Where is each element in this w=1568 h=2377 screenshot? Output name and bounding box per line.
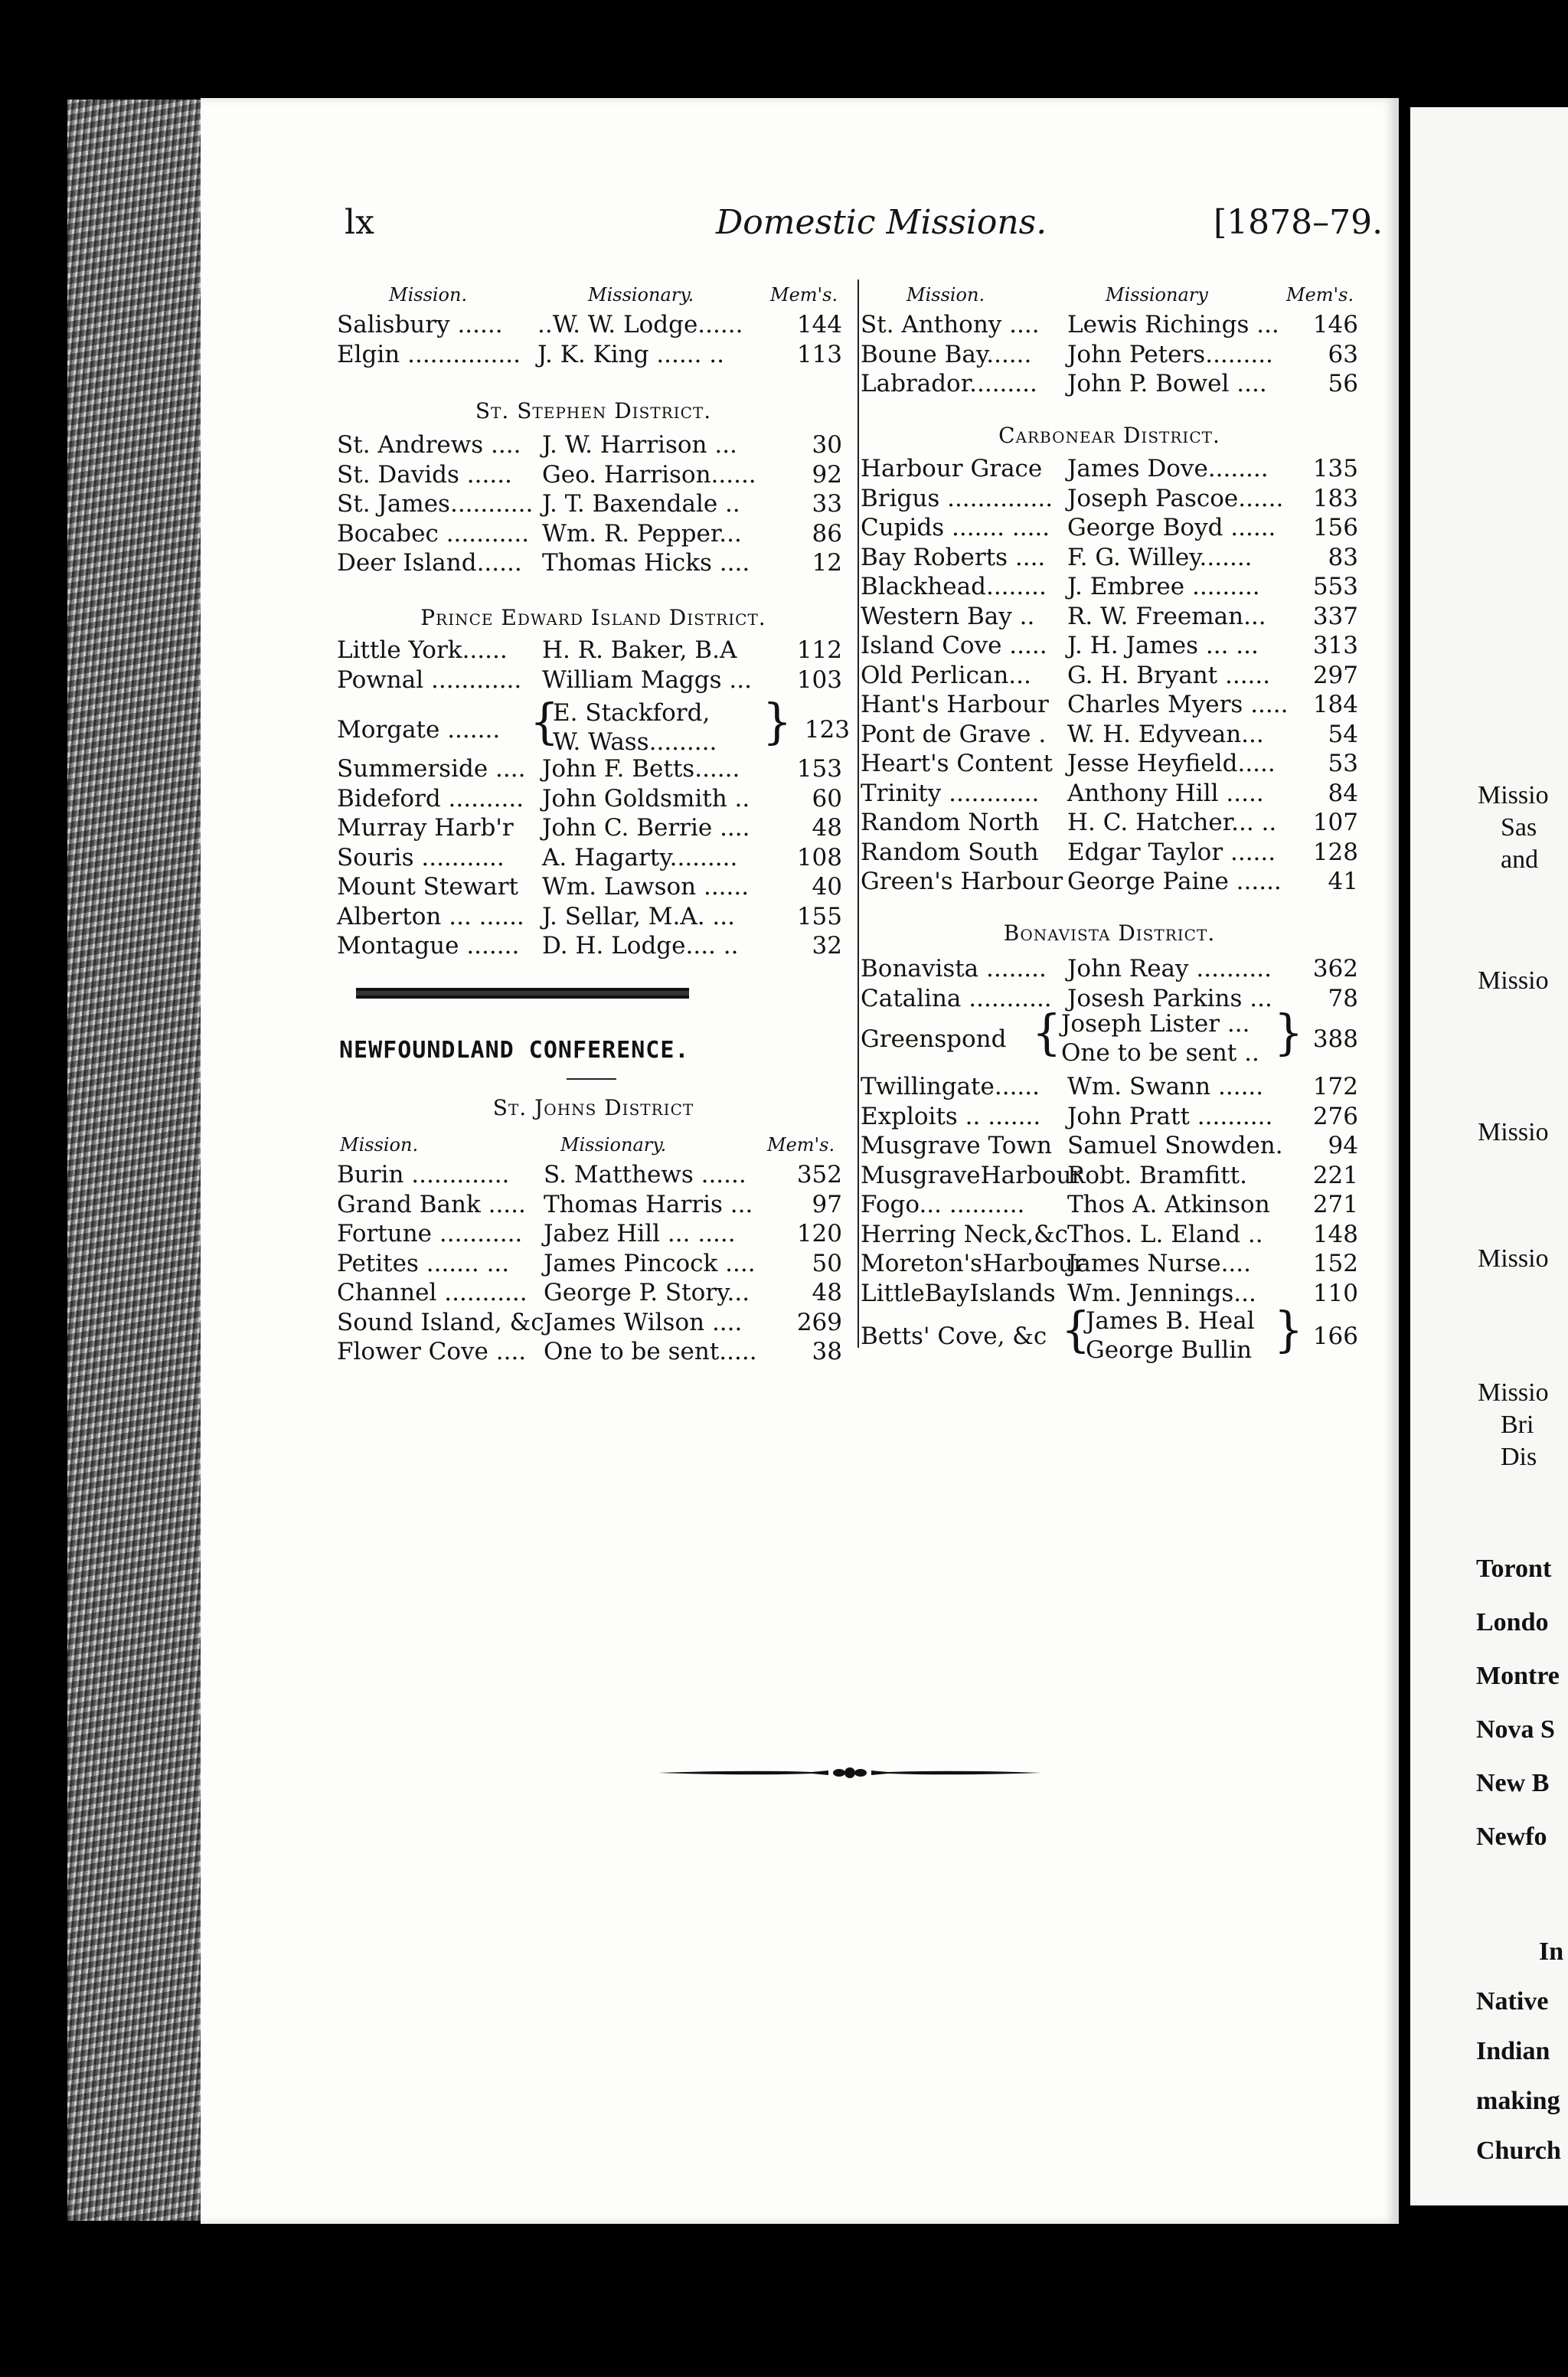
member-count: 123 <box>804 716 850 744</box>
year-range: [1878–79. <box>1214 203 1383 242</box>
facing-page-line: Church <box>1476 2137 1561 2165</box>
mission-name: Montague ....... <box>337 932 520 960</box>
mission-name: Sound Island, &c <box>337 1308 544 1336</box>
missionary-name: J. W. Harrison ... <box>542 431 737 459</box>
table-row <box>861 779 1358 808</box>
table-row <box>861 1220 1358 1249</box>
missionary-name: John C. Berrie .... <box>542 814 750 842</box>
page-title: Domestic Missions. <box>716 203 1047 242</box>
member-count: 172 <box>1312 1073 1358 1100</box>
missionary-name: James B. Heal <box>1086 1307 1255 1335</box>
mission-name: Pownal ............ <box>337 665 522 694</box>
member-count: 78 <box>1328 984 1358 1012</box>
missionary-name: ..W. W. Lodge...... <box>537 311 743 338</box>
missionary-name: John Peters......... <box>1067 340 1273 368</box>
member-count: 146 <box>1312 311 1358 338</box>
missionary-name: James Dove........ <box>1067 455 1269 482</box>
missionary-name: F. G. Willey....... <box>1067 543 1253 571</box>
mission-name: Harbour Grace <box>861 455 1043 482</box>
mission-name: Musgrave Town <box>861 1132 1052 1159</box>
mission-name: Hant's Harbour <box>861 691 1049 718</box>
table-row <box>337 489 842 518</box>
mission-name: Channel ........... <box>337 1279 528 1306</box>
facing-page-line: Nova S <box>1476 1715 1555 1744</box>
missionary-name: John Pratt .......... <box>1067 1102 1273 1130</box>
member-count: 128 <box>1312 838 1358 866</box>
table-row <box>861 720 1358 749</box>
member-count: 84 <box>1328 779 1358 807</box>
table-row <box>861 602 1358 631</box>
missionary-name: George P. Story... <box>544 1279 750 1306</box>
member-count: 144 <box>796 311 842 338</box>
member-count: 152 <box>1312 1250 1358 1277</box>
table-row <box>337 1337 842 1366</box>
missionary-name: Geo. Harrison...... <box>542 460 756 489</box>
table-row <box>861 340 1358 369</box>
missionary-name: George Boyd ...... <box>1067 514 1276 541</box>
mission-name: Boune Bay...... <box>861 340 1032 368</box>
table-row <box>337 460 842 489</box>
district-title: St. Johns District <box>492 1095 694 1120</box>
header-members: Mem's. <box>770 284 838 306</box>
header-missionary: Missionary. <box>588 284 694 306</box>
column-divider <box>858 280 859 1348</box>
missionary-name: Jabez Hill ... ..... <box>544 1220 736 1247</box>
mission-name: Random South <box>861 838 1039 866</box>
member-count: 110 <box>1312 1279 1358 1307</box>
mission-name: Catalina ........... <box>861 984 1052 1012</box>
facing-page-line: Missio <box>1478 781 1549 809</box>
mission-name: Island Cove ..... <box>861 632 1047 659</box>
missionary-name: Lewis Richings ... <box>1067 311 1279 338</box>
table-row <box>861 572 1358 601</box>
member-count: 41 <box>1328 868 1358 895</box>
member-count: 54 <box>1328 720 1358 748</box>
member-count: 97 <box>812 1190 842 1218</box>
mission-name: Murray Harb'r <box>337 814 514 842</box>
member-count: 221 <box>1312 1161 1358 1189</box>
mission-name: Cupids ....... ..... <box>861 514 1050 541</box>
mission-name: Fogo... .......... <box>861 1191 1025 1218</box>
mission-name: Alberton ... ...... <box>337 902 524 930</box>
missionary-name: Thos A. Atkinson <box>1067 1191 1270 1218</box>
member-count: 107 <box>1312 809 1358 836</box>
header-members: Mem's. <box>1286 284 1354 306</box>
facing-page-line: Sas <box>1501 813 1537 842</box>
mission-name: Moreton'sHarbour <box>861 1250 1085 1277</box>
table-row <box>337 1249 842 1278</box>
missionary-name: H. C. Hatcher... .. <box>1067 809 1277 836</box>
missionary-name: Thomas Harris ... <box>544 1190 753 1218</box>
member-count: 337 <box>1312 602 1358 630</box>
facing-page-line: In <box>1539 1937 1564 1966</box>
missionary-name: One to be sent..... <box>544 1338 757 1365</box>
right-column <box>861 0 1358 2377</box>
table-row <box>861 690 1358 719</box>
facing-page-line: New B <box>1476 1769 1550 1797</box>
member-count: 183 <box>1312 484 1358 512</box>
mission-name: Heart's Content <box>861 750 1053 777</box>
left-column <box>337 0 850 2377</box>
missionary-name: J. T. Baxendale .. <box>542 490 740 518</box>
missionary-name: R. W. Freeman... <box>1067 602 1266 630</box>
mission-name: St. Anthony .... <box>861 311 1040 338</box>
mission-name: Bideford .......... <box>337 784 524 812</box>
table-row <box>861 369 1358 398</box>
table-row <box>861 1249 1358 1278</box>
table-row <box>337 784 842 813</box>
member-count: 32 <box>812 932 842 960</box>
table-row <box>861 838 1358 867</box>
table-row <box>337 813 842 842</box>
member-count: 48 <box>812 1279 842 1306</box>
facing-page-line: Londo <box>1476 1608 1549 1636</box>
missionary-name: W. Wass......... <box>553 728 717 756</box>
header-members: Mem's. <box>767 1134 835 1156</box>
table-row <box>337 636 842 665</box>
table-row <box>337 1308 842 1337</box>
facing-page-text <box>1410 0 1568 2377</box>
left-brace: { <box>530 694 560 750</box>
table-row <box>861 1131 1358 1160</box>
mission-name: St. Andrews .... <box>337 431 521 459</box>
member-count: 271 <box>1312 1191 1358 1218</box>
missionary-name: Wm. Swann ...... <box>1067 1073 1264 1100</box>
missionary-name: John Reay .......... <box>1067 955 1272 983</box>
table-row <box>337 1190 842 1219</box>
table-row <box>861 484 1358 513</box>
missionary-name: John Goldsmith .. <box>542 784 750 812</box>
facing-page-line: Bri <box>1501 1411 1534 1439</box>
mission-name: Fortune ........... <box>337 1220 523 1247</box>
district-title: Bonavista District. <box>1003 920 1216 946</box>
missionary-name: Anthony Hill ..... <box>1067 779 1264 807</box>
missionary-name: Samuel Snowden. <box>1067 1132 1283 1159</box>
table-row <box>861 749 1358 778</box>
member-count: 135 <box>1312 455 1358 482</box>
table-row <box>337 519 842 548</box>
facing-page-line: Newfo <box>1476 1823 1547 1851</box>
member-count: 112 <box>796 636 842 664</box>
mission-name: Petites ....... ... <box>337 1249 510 1277</box>
table-row <box>337 902 842 931</box>
missionary-name: G. H. Bryant ...... <box>1067 661 1271 689</box>
mission-name: Blackhead........ <box>861 573 1047 600</box>
mission-name: Labrador......... <box>861 370 1037 397</box>
missionary-name: James Wilson .... <box>544 1308 743 1336</box>
member-count: 388 <box>1312 1025 1358 1053</box>
member-count: 362 <box>1312 955 1358 983</box>
member-count: 155 <box>796 902 842 930</box>
missionary-name: Wm. R. Pepper... <box>542 519 742 548</box>
mission-name: Little York...... <box>337 636 508 664</box>
member-count: 38 <box>812 1338 842 1365</box>
table-row <box>861 954 1358 983</box>
facing-page-line: Toront <box>1476 1555 1552 1583</box>
member-count: 108 <box>796 843 842 871</box>
table-row <box>337 1219 842 1248</box>
missionary-name: One to be sent .. <box>1061 1039 1259 1067</box>
facing-page-line: Native <box>1476 1987 1549 2016</box>
mission-name: Old Perlican... <box>861 661 1031 689</box>
mission-name: MusgraveHarbour <box>861 1161 1083 1189</box>
table-row <box>337 1278 842 1307</box>
missionary-name: J. Sellar, M.A. ... <box>542 902 735 930</box>
table-row <box>337 310 842 339</box>
facing-page-line: Montre <box>1476 1662 1560 1690</box>
member-count: 33 <box>812 490 842 518</box>
missionary-name: W. H. Edyvean... <box>1067 720 1264 748</box>
mission-name: St. Davids ...... <box>337 460 512 489</box>
missionary-name: D. H. Lodge.... .. <box>542 932 739 960</box>
header-mission: Mission. <box>389 284 468 306</box>
member-count: 56 <box>1328 370 1358 397</box>
mission-name: Betts' Cove, &c <box>861 1323 1047 1350</box>
missionary-name: John P. Bowel .... <box>1067 370 1267 397</box>
mission-name: Random North <box>861 809 1040 836</box>
mission-name: Brigus .............. <box>861 484 1054 512</box>
member-count: 94 <box>1328 1132 1358 1159</box>
member-count: 63 <box>1328 340 1358 368</box>
table-row <box>861 543 1358 572</box>
mission-name: Twillingate...... <box>861 1073 1040 1100</box>
table-row <box>861 1161 1358 1190</box>
table-row <box>337 340 842 369</box>
header-missionary: Missionary <box>1106 284 1208 306</box>
mission-name: LittleBayIslands <box>861 1279 1056 1307</box>
table-row <box>337 931 842 960</box>
mission-name: St. James........... <box>337 490 534 518</box>
mission-name: Mount Stewart <box>337 873 518 901</box>
member-count: 50 <box>812 1249 842 1277</box>
member-count: 553 <box>1312 573 1358 600</box>
missionary-name: Thos. L. Eland .. <box>1067 1220 1263 1248</box>
table-row <box>337 872 842 901</box>
missionary-name: E. Stackford, <box>553 699 710 727</box>
mission-name: Elgin ............... <box>337 340 521 368</box>
mission-name: Greenspond <box>861 1025 1007 1053</box>
member-count: 184 <box>1312 691 1358 718</box>
page-number: lx <box>345 203 374 242</box>
member-count: 103 <box>796 665 842 694</box>
mission-name: Herring Neck,&c <box>861 1220 1069 1248</box>
mission-name: Pont de Grave . <box>861 720 1047 748</box>
table-row <box>861 1072 1358 1101</box>
table-row <box>337 843 842 872</box>
mission-name: Trinity ............ <box>861 779 1040 807</box>
member-count: 83 <box>1328 543 1358 571</box>
mission-name: Western Bay .. <box>861 602 1035 630</box>
missionary-name: William Maggs ... <box>542 665 752 694</box>
member-count: 40 <box>812 873 842 901</box>
table-row <box>861 631 1358 660</box>
title-rule <box>567 1078 616 1080</box>
table-row <box>861 1302 1358 1375</box>
mission-name: Summerside .... <box>337 755 526 783</box>
missionary-name: A. Hagarty......... <box>542 843 738 871</box>
facing-page-line: Missio <box>1478 1118 1549 1146</box>
facing-page-line: and <box>1501 845 1539 874</box>
mission-name: Burin ............. <box>337 1161 510 1188</box>
table-row <box>337 1160 842 1189</box>
book-edge <box>67 100 205 2221</box>
table-row <box>337 430 842 459</box>
missionary-name: Robt. Bramfitt. <box>1067 1161 1247 1189</box>
table-row <box>861 1005 1358 1078</box>
table-row <box>861 808 1358 837</box>
facing-page-line: making <box>1476 2087 1560 2115</box>
mission-name: Green's Harbour <box>861 868 1063 895</box>
member-count: 120 <box>796 1220 842 1247</box>
right-brace: } <box>1274 1005 1304 1061</box>
missionary-name: Joseph Lister ... <box>1061 1010 1250 1038</box>
right-brace: } <box>1274 1302 1304 1359</box>
mission-name: Flower Cove .... <box>337 1338 527 1365</box>
missionary-name: James Pincock .... <box>544 1249 756 1277</box>
missionary-name: George Paine ...... <box>1067 868 1282 895</box>
missionary-name: Josesh Parkins ... <box>1067 984 1272 1012</box>
mission-name: Deer Island...... <box>337 549 522 577</box>
missionary-name: Joseph Pascoe...... <box>1067 484 1284 512</box>
facing-page-line: Indian <box>1476 2037 1550 2065</box>
member-count: 48 <box>812 814 842 842</box>
missionary-name: George Bullin <box>1086 1336 1253 1364</box>
table-row <box>861 1190 1358 1219</box>
ornament-divider <box>658 1761 1041 1784</box>
facing-page-line: Missio <box>1478 1378 1549 1407</box>
mission-name: Bonavista ........ <box>861 955 1047 983</box>
missionary-name: H. R. Baker, B.A <box>542 636 737 664</box>
mission-name: Bay Roberts .... <box>861 543 1046 571</box>
header-mission: Mission. <box>906 284 985 306</box>
left-brace: { <box>1061 1302 1091 1359</box>
member-count: 297 <box>1312 661 1358 689</box>
member-count: 269 <box>796 1308 842 1336</box>
table-row <box>861 513 1358 542</box>
member-count: 86 <box>812 519 842 548</box>
left-brace: { <box>1032 1005 1062 1061</box>
member-count: 53 <box>1328 750 1358 777</box>
district-title: Carbonear District. <box>998 423 1220 448</box>
district-title: Prince Edward Island District. <box>420 605 766 630</box>
mission-name: Grand Bank ..... <box>337 1190 526 1218</box>
conference-title: NEWFOUNDLAND CONFERENCE. <box>339 1037 690 1064</box>
facing-page-line: Missio <box>1478 1244 1549 1273</box>
table-row <box>861 454 1358 483</box>
header-mission: Mission. <box>340 1134 419 1156</box>
missionary-name: James Nurse.... <box>1067 1250 1251 1277</box>
mission-name: Exploits .. ....... <box>861 1102 1041 1130</box>
table-row <box>861 1102 1358 1131</box>
missionary-name: Jesse Heyfield..... <box>1067 750 1276 777</box>
member-count: 166 <box>1312 1323 1358 1350</box>
missionary-name: John F. Betts...... <box>542 755 740 783</box>
member-count: 148 <box>1312 1220 1358 1248</box>
missionary-name: Charles Myers ..... <box>1067 691 1289 718</box>
table-row <box>861 310 1358 339</box>
member-count: 92 <box>812 460 842 489</box>
right-brace: } <box>763 694 792 750</box>
missionary-name: S. Matthews ...... <box>544 1161 746 1188</box>
member-count: 12 <box>812 549 842 577</box>
mission-name: Bocabec ........... <box>337 519 530 548</box>
missionary-name: Wm. Jennings... <box>1067 1279 1256 1307</box>
mission-name: Salisbury ...... <box>337 311 503 338</box>
table-row <box>337 754 842 783</box>
table-row <box>337 548 842 577</box>
district-title: St. Stephen District. <box>475 398 712 423</box>
missionary-name: Edgar Taylor ...... <box>1067 838 1276 866</box>
header-missionary: Missionary. <box>560 1134 667 1156</box>
missionary-name: Thomas Hicks .... <box>542 549 750 577</box>
missionary-name: Wm. Lawson ...... <box>542 873 750 901</box>
table-row <box>337 665 842 695</box>
missionary-name: J. H. James ... ... <box>1067 632 1259 659</box>
missionary-name: J. K. King ...... .. <box>537 340 725 368</box>
table-row <box>861 661 1358 690</box>
facing-page-line: Dis <box>1501 1443 1537 1471</box>
mission-name: Souris ........... <box>337 843 505 871</box>
member-count: 153 <box>796 755 842 783</box>
member-count: 313 <box>1312 632 1358 659</box>
facing-page-line: Missio <box>1478 966 1549 995</box>
missionary-name: J. Embree ......... <box>1067 573 1260 600</box>
member-count: 60 <box>812 784 842 812</box>
member-count: 276 <box>1312 1102 1358 1130</box>
section-divider <box>356 988 689 999</box>
member-count: 156 <box>1312 514 1358 541</box>
member-count: 113 <box>796 340 842 368</box>
table-row <box>861 867 1358 896</box>
member-count: 30 <box>812 431 842 459</box>
mission-name: Morgate ....... <box>337 716 501 744</box>
member-count: 352 <box>796 1161 842 1188</box>
